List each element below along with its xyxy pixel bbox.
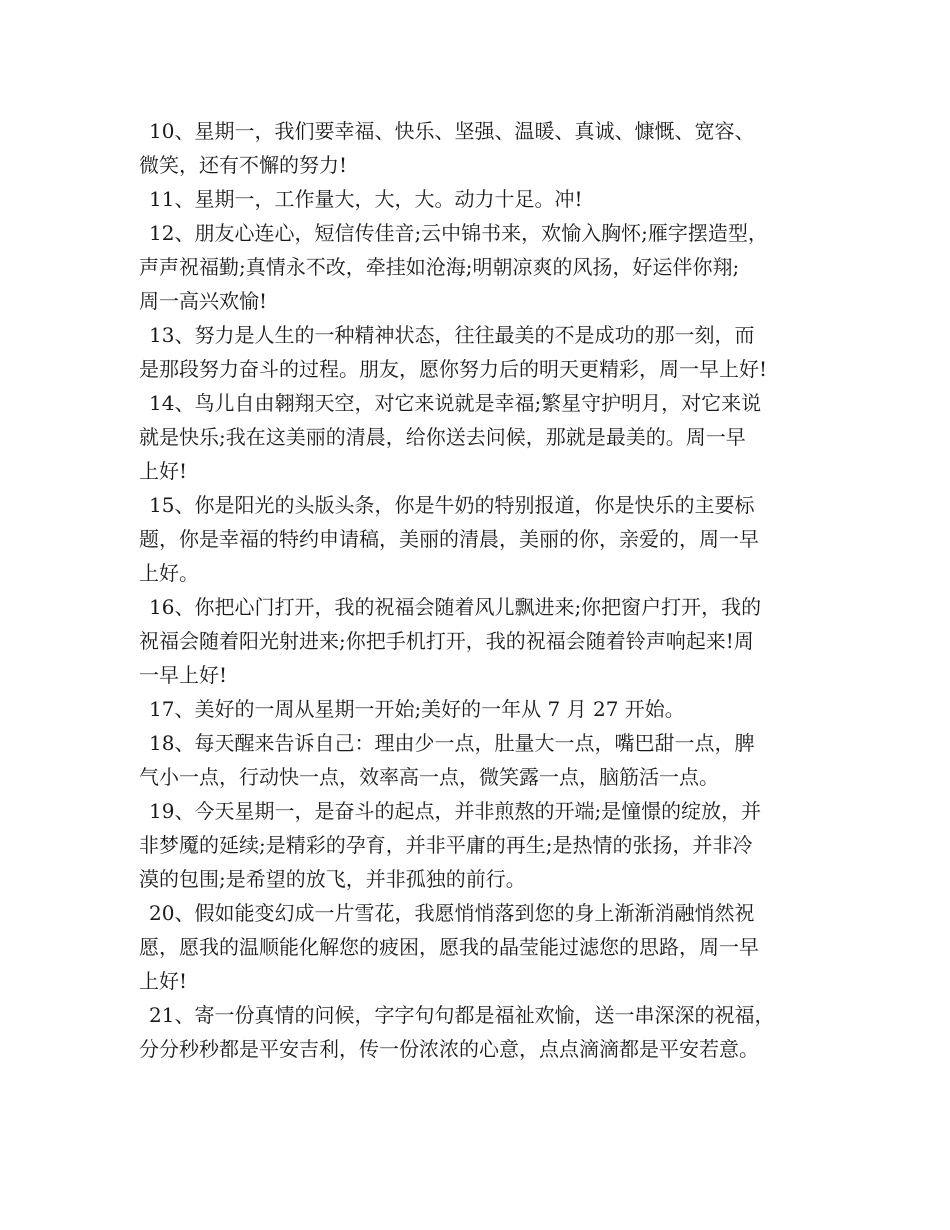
list-item: 21、寄一份真情的问候，字字句句都是福祉欢愉，送一串深深的祝福， 分分秒秒都是平安吉利，传一份浓浓的心意，点点滴滴都是平安若意。: [139, 1003, 775, 1061]
list-item: 18、每天醒来告诉自己：理由少一点，肚量大一点，嘴巴甜一点，脾 气小一点，行动快一点，效率高一点，微笑露一点，脑筋活一点。: [139, 731, 755, 789]
list-item: 15、你是阳光的头版头条，你是牛奶的特别报道，你是快乐的主要标 题，你是幸福的特约申请稿，美丽的清晨，美丽的你，亲爱的，周一早 上好。: [139, 493, 759, 585]
list-item: 20、假如能变幻成一片雪花，我愿悄悄落到您的身上渐渐消融悄然祝 愿，愿我的温顺能化解您的疲困，愿我的晶莹能过滤您的思路，周一早 上好!: [139, 901, 759, 993]
list-item: 16、你把心门打开，我的祝福会随着风儿飘进来;你把窗户打开，我的 祝福会随着阳光射进来;你把手机打开，我的祝福会随着铃声响起来!周 一早上好!: [139, 595, 762, 687]
list-item: 17、美好的一周从星期一开始;美好的一年从 7 月 27 开始。: [149, 697, 685, 721]
list-item: 14、鸟儿自由翱翔天空，对它来说就是幸福;繁星守护明月，对它来说 就是快乐;我在这美丽的清晨，给你送去问候，那就是最美的。周一早 上好!: [139, 391, 762, 483]
list-item: 11、星期一，工作量大，大，大。动力十足。冲!: [149, 187, 583, 211]
list-item: 13、努力是人生的一种精神状态，往往最美的不是成功的那一刻，而 是那段努力奋斗的过程。朋友，愿你努力后的明天更精彩，周一早上好!: [139, 323, 768, 381]
list-item: 12、朋友心连心，短信传佳音;云中锦书来，欢愉入胸怀;雁字摆造型， 声声祝福勤;真情永不改，牵挂如沧海;明朝凉爽的风扬，好运伴你翔; 周一高兴欢愉!: [139, 221, 768, 313]
list-item: 19、今天星期一，是奋斗的起点，并非煎熬的开端;是憧憬的绽放，并 非梦魇的延续;是精彩的孕育，并非平庸的再生;是热情的张扬，并非冷 漠的包围;是希望的放飞，并非孤独的前行。: [139, 799, 762, 891]
document-body: [139, 114, 819, 1066]
list-item: 10、星期一，我们要幸福、快乐、坚强、温暖、真诚、慷慨、宽容、 微笑，还有不懈的努力!: [139, 119, 755, 177]
